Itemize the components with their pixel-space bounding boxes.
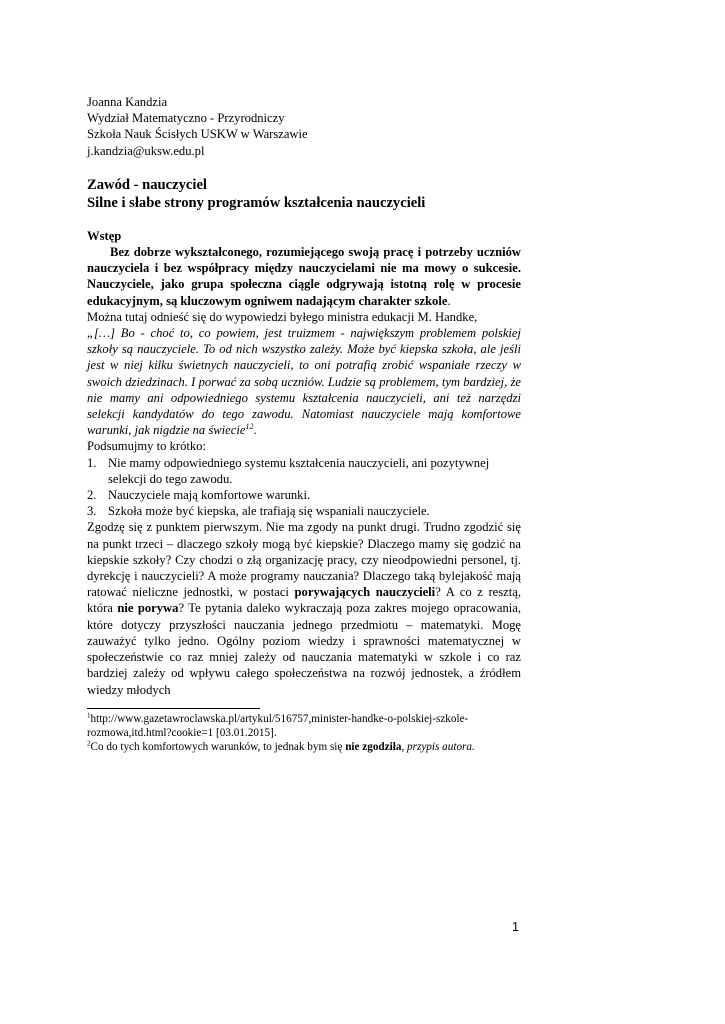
author-department: Wydział Matematyczno - Przyrodniczy bbox=[87, 111, 285, 126]
page-content bbox=[87, 94, 521, 698]
author-school: Szkoła Nauk Ścisłych USKW w Warszawie bbox=[87, 127, 308, 142]
quote-end: . bbox=[253, 423, 257, 438]
author-block bbox=[87, 94, 521, 159]
author-email: j.kandzia@uksw.edu.pl bbox=[87, 143, 205, 158]
quote-paragraph bbox=[87, 325, 521, 438]
footnote-ref[interactable]: 12 bbox=[245, 422, 254, 432]
list-item-number: 2. bbox=[87, 488, 97, 503]
body-bold-2: nie porywa bbox=[117, 601, 179, 616]
body-paragraph bbox=[87, 519, 521, 697]
footnotes bbox=[87, 713, 521, 754]
list-item bbox=[87, 455, 521, 487]
page-number: 1 bbox=[512, 920, 520, 934]
footnote-1-link[interactable]: http://www.gazetawroclawska.pl/artykul/516757,minister-handke-o-polskiej-szkole-rozmowa,itd.html?cookie=1 [03.01.2015]. bbox=[87, 713, 469, 739]
list-item-number: 3. bbox=[87, 504, 97, 519]
footnote-2-text-b: , bbox=[401, 740, 408, 753]
body-text-a: Zgodzę się z punktem pierwszym. Nie ma zgody na punkt drugi. Trudno zgodzić się na punkt trzeci – dlaczego szkoły mogą być kiepskie? Dlaczego mamy się godzić na kiepskie szkoły? Czy chodzi o złą organizację pracy, czy nieodpowiedni personel, tj. dyrekcję i nauczycieli? A może programy nauczania? Dlaczego taką bylejakość mają ratować nieliczne jednostki, w postaci bbox=[87, 520, 521, 600]
section-heading: Wstęp bbox=[87, 228, 122, 243]
list-item-text: Szkoła może być kiepska, ale trafiają się wspaniali nauczyciele. bbox=[108, 504, 430, 519]
lead-end: . bbox=[447, 293, 451, 308]
summary-list bbox=[87, 455, 521, 520]
quote-text: „[…] Bo - choć to, co powiem, jest truizmem - największym problemem polskiej szkoły są nauczyciele. To od nich wszystko zależy. Może być kiepska szkoła, ale jeśli jest w niej kilku świetnych nauczycieli, to oni potrafią zrobić wspaniałe rzeczy w swoich dziedzinach. I porwać za sobą uczniów. Ludzie są problemem, tym bardziej, że nie mamy ani odpowiedniego systemu kształcenia nauczycieli, ani też narzędzi selekcji kandydatów do tego zawodu. Natomiast nauczyciele mają komfortowe warunki, jak nigdzie na świecie bbox=[87, 326, 521, 438]
list-item-number: 1. bbox=[87, 455, 97, 470]
list-item bbox=[87, 503, 521, 519]
footnote-2 bbox=[87, 738, 521, 755]
footnote-1-number: 1 bbox=[87, 711, 91, 720]
document-title: Zawód - nauczyciel bbox=[87, 176, 207, 193]
lead-paragraph bbox=[87, 244, 521, 309]
footnote-2-text-a: Co do tych komfortowych warunków, to jednak bym się bbox=[90, 740, 346, 753]
footnote-2-italic: przypis autora. bbox=[407, 740, 475, 753]
list-item bbox=[87, 487, 521, 503]
footnote-2-number: 2 bbox=[87, 738, 91, 747]
lead-bold-text: Bez dobrze wykształconego, rozumiejącego swoją pracę i potrzeby uczniów nauczyciela i bez współpracy między nauczycielami nie ma mowy o sukcesie. Nauczyciele, jako grupa społeczna ciągle odgrywają istotną rolę w procesie edukacyjnym, są kluczowym ogniwem nadającym charakter szkole bbox=[87, 245, 521, 308]
list-item-text: Nauczyciele mają komfortowe warunki. bbox=[108, 488, 311, 503]
footnote-2-bold: nie zgodziła bbox=[345, 740, 402, 753]
author-name: Joanna Kandzia bbox=[87, 95, 168, 109]
document-subtitle: Silne i słabe strony programów kształcenia nauczycieli bbox=[87, 194, 426, 211]
list-item-text: Nie mamy odpowiedniego systemu kształcenia nauczycieli, ani pozytywnej selekcji do tego zawodu. bbox=[108, 455, 490, 486]
body-text-c: ? Te pytania daleko wykraczają poza zakres mojego opracowania, które dotyczy przyszłości nauczania jednego przedmiotu – matematyki. Mogę zauważyć tylko jedno. Ogólny poziom wiedzy i sprawności matematycznej w społeczeństwie co raz mniej zależy od nauczania matematyki w szkole i co raz bardziej zależy od wpływu całego społeczeństwa na rozwój jednostek, a źródłem wiedzy młodych bbox=[87, 601, 521, 697]
quote-intro: Można tutaj odnieść się do wypowiedzi byłego ministra edukacji M. Handke, bbox=[87, 309, 478, 324]
body-bold-1: porywających nauczycieli bbox=[294, 585, 436, 600]
summary-intro: Podsumujmy to krótko: bbox=[87, 439, 206, 454]
title-block bbox=[87, 176, 521, 212]
body-text-b: ? A co z resztą, która bbox=[87, 585, 521, 616]
footnote-1 bbox=[87, 713, 521, 741]
footnote-divider bbox=[87, 708, 260, 709]
